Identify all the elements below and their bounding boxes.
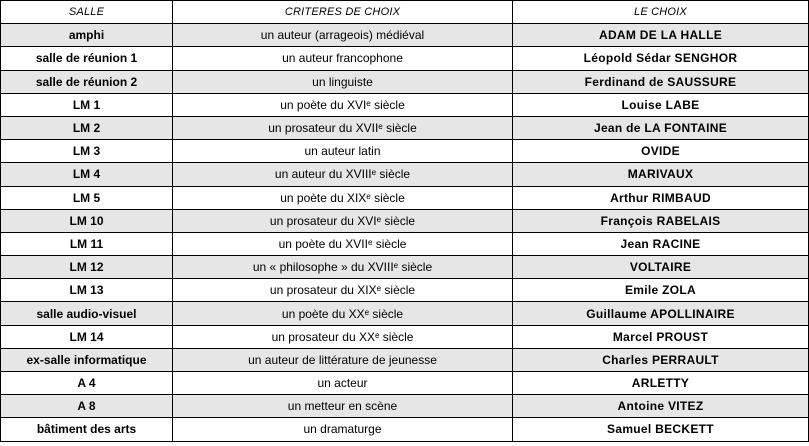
- criteria-cell: un poète du XIXᵉ siècle: [173, 186, 513, 209]
- criteria-cell: un auteur de littérature de jeunesse: [173, 348, 513, 371]
- choice-cell: MARIVAUX: [513, 163, 809, 186]
- table-row: [1, 232, 809, 255]
- room-cell: bâtiment des arts: [1, 418, 173, 441]
- table-row: [1, 163, 809, 186]
- table-row: [1, 348, 809, 371]
- room-cell: salle audio-visuel: [1, 302, 173, 325]
- room-cell: LM 12: [1, 256, 173, 279]
- criteria-cell: un dramaturge: [173, 418, 513, 441]
- table-row: [1, 302, 809, 325]
- criteria-cell: un auteur latin: [173, 140, 513, 163]
- criteria-cell: un prosateur du XVIᵉ siècle: [173, 209, 513, 232]
- room-cell: LM 3: [1, 140, 173, 163]
- choice-cell: ARLETTY: [513, 372, 809, 395]
- table-row: [1, 418, 809, 441]
- room-cell: LM 1: [1, 93, 173, 116]
- choice-cell: Samuel BECKETT: [513, 418, 809, 441]
- room-cell: LM 2: [1, 116, 173, 139]
- header-salle: SALLE: [1, 1, 173, 24]
- criteria-cell: un poète du XVIIᵉ siècle: [173, 232, 513, 255]
- room-cell: LM 4: [1, 163, 173, 186]
- table-row: [1, 256, 809, 279]
- criteria-cell: un auteur (arrageois) médiéval: [173, 24, 513, 47]
- criteria-cell: un « philosophe » du XVIIIᵉ siècle: [173, 256, 513, 279]
- choice-cell: Arthur RIMBAUD: [513, 186, 809, 209]
- criteria-cell: un prosateur du XVIIᵉ siècle: [173, 116, 513, 139]
- criteria-cell: un poète du XXᵉ siècle: [173, 302, 513, 325]
- table-row: [1, 325, 809, 348]
- criteria-cell: un linguiste: [173, 70, 513, 93]
- room-cell: salle de réunion 2: [1, 70, 173, 93]
- header-criteres: CRITERES DE CHOIX: [173, 1, 513, 24]
- header-row: [1, 1, 809, 24]
- choice-cell: VOLTAIRE: [513, 256, 809, 279]
- choice-cell: Léopold Sédar SENGHOR: [513, 47, 809, 70]
- choice-cell: Louise LABE: [513, 93, 809, 116]
- choice-cell: Jean de LA FONTAINE: [513, 116, 809, 139]
- choice-cell: François RABELAIS: [513, 209, 809, 232]
- criteria-cell: un prosateur du XIXᵉ siècle: [173, 279, 513, 302]
- table-row: [1, 395, 809, 418]
- room-cell: LM 10: [1, 209, 173, 232]
- criteria-cell: un auteur du XVIIIᵉ siècle: [173, 163, 513, 186]
- choice-cell: Ferdinand de SAUSSURE: [513, 70, 809, 93]
- choice-cell: Charles PERRAULT: [513, 348, 809, 371]
- room-cell: A 8: [1, 395, 173, 418]
- table-row: [1, 140, 809, 163]
- room-cell: A 4: [1, 372, 173, 395]
- header-choix: LE CHOIX: [513, 1, 809, 24]
- room-cell: ex-salle informatique: [1, 348, 173, 371]
- room-cell: LM 11: [1, 232, 173, 255]
- choice-cell: OVIDE: [513, 140, 809, 163]
- choice-cell: Marcel PROUST: [513, 325, 809, 348]
- criteria-cell: un acteur: [173, 372, 513, 395]
- criteria-cell: un poète du XVIᵉ siècle: [173, 93, 513, 116]
- table-row: [1, 372, 809, 395]
- table-row: [1, 24, 809, 47]
- table-row: [1, 279, 809, 302]
- choice-cell: Emile ZOLA: [513, 279, 809, 302]
- room-cell: LM 14: [1, 325, 173, 348]
- table-row: [1, 47, 809, 70]
- choice-cell: ADAM DE LA HALLE: [513, 24, 809, 47]
- room-cell: LM 13: [1, 279, 173, 302]
- table-row: [1, 93, 809, 116]
- choice-cell: Guillaume APOLLINAIRE: [513, 302, 809, 325]
- room-cell: LM 5: [1, 186, 173, 209]
- room-cell: amphi: [1, 24, 173, 47]
- table-row: [1, 186, 809, 209]
- criteria-cell: un prosateur du XXᵉ siècle: [173, 325, 513, 348]
- table-row: [1, 116, 809, 139]
- table-body: [1, 24, 809, 441]
- criteria-cell: un auteur francophone: [173, 47, 513, 70]
- room-cell: salle de réunion 1: [1, 47, 173, 70]
- table-row: [1, 209, 809, 232]
- choice-cell: Jean RACINE: [513, 232, 809, 255]
- choice-cell: Antoine VITEZ: [513, 395, 809, 418]
- table-row: [1, 70, 809, 93]
- criteria-cell: un metteur en scène: [173, 395, 513, 418]
